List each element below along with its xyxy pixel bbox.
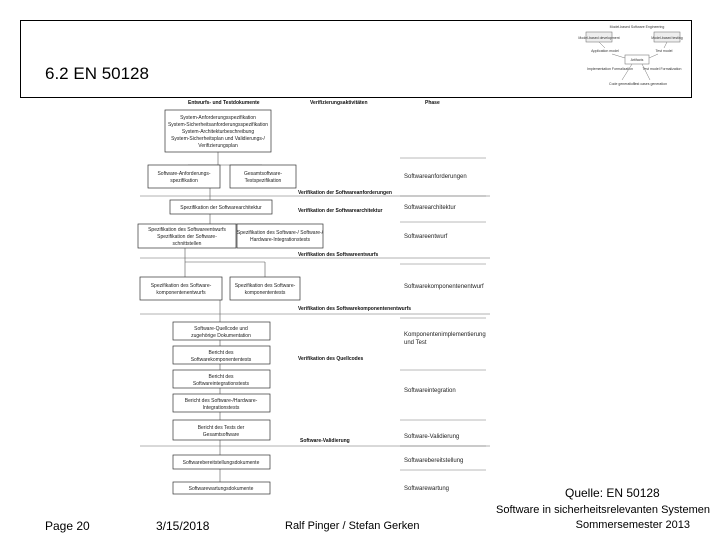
phase-5b: und Test	[404, 340, 427, 346]
footer-course-line1: Software in sicherheitsrelevanten Systemen	[496, 504, 710, 516]
page-number: Page 20	[45, 519, 90, 533]
header-docs: Entwurfs- und Testdokumente	[188, 100, 260, 106]
header-activities: Verifizierungsaktivitäten	[310, 100, 368, 106]
mini-right-mid: Test model	[655, 49, 673, 53]
mini-center: Artifacts	[630, 58, 644, 62]
activity-6: Software-Validierung	[300, 438, 350, 444]
activity-4: Verifikation des Softwarekomponentenentwurfs	[298, 306, 412, 312]
b3-l2: Testspezifikation	[244, 178, 282, 184]
activity-3: Verifikation des Softwareentwurfs	[298, 252, 379, 258]
mini-left-low: Implementation Formalization	[587, 67, 633, 71]
source-caption: Quelle: EN 50128	[565, 486, 660, 500]
b5-l3: schnittstellen	[172, 241, 202, 247]
mini-right-top: Model-based testing	[651, 36, 683, 40]
b7-l1: Spezifikation des Software-	[150, 283, 212, 289]
mini-left-mid: Application model	[591, 49, 619, 53]
b9-l2: zugehörige Dokumentation	[191, 333, 251, 339]
phase-7: Software-Validierung	[404, 434, 460, 440]
phase-4: Softwarekomponentenentwurf	[404, 284, 484, 290]
b1-l4: System-Sicherheitsplan und Validierungs-/	[171, 136, 265, 142]
b10-l2: Softwarekomponententests	[190, 357, 252, 363]
b5-l2: Spezifikation der Software-	[157, 234, 217, 240]
b1-l2: System-Sicherheitsanforderungsspezifikation	[167, 122, 269, 128]
b1-l5: Verifizierungsplan	[198, 143, 238, 149]
phase-8: Softwarebereitstellung	[404, 458, 464, 464]
b14-l1: Softwarebereitstellungsdokumente	[182, 460, 260, 466]
b9-l1: Software-Quellcode und	[194, 326, 248, 332]
b13-l1: Bericht des Tests der	[197, 425, 245, 431]
footer-date: 3/15/2018	[156, 519, 210, 533]
b15-l1: Softwarewartungsdokumente	[188, 486, 254, 492]
phase-2: Softwarearchitektur	[404, 205, 456, 211]
phase-1: Softwareanforderungen	[404, 174, 467, 180]
b1-l1: System-Anforderungsspezifikation	[180, 115, 256, 121]
b13-l2: Gesamtsoftware	[202, 432, 240, 438]
b8-l2: komponententests	[244, 290, 286, 296]
mini-mbse-diagram	[578, 25, 682, 86]
b11-l1: Bericht des	[208, 374, 234, 380]
b10-l1: Bericht des	[208, 350, 234, 356]
footer-authors: Ralf Pinger / Stefan Gerken	[285, 520, 420, 532]
b12-l2: Integrationstests	[202, 405, 240, 411]
mini-top: Model-based Software Engineering	[609, 25, 665, 29]
b11-l2: Softwareintegrationstests	[192, 381, 250, 387]
header-phase: Phase	[425, 100, 440, 106]
phase-3: Softwareentwurf	[404, 234, 448, 240]
b3-l1: Gesamtsoftware-	[243, 171, 283, 177]
b8-l1: Spezifikation des Software-	[234, 283, 296, 289]
b2-l2: spezifikation	[170, 178, 198, 184]
b6-l1: Spezifikation des Software-/ Software-/	[236, 230, 324, 236]
activity-1: Verifikation der Softwareanforderungen	[298, 190, 392, 196]
phase-6: Softwareintegration	[404, 388, 456, 394]
b4-l1: Spezifikation der Softwarearchitektur	[180, 205, 262, 211]
mini-bottom-left: Code generation	[609, 82, 635, 86]
mini-bottom-right: Test cases generation	[632, 82, 668, 86]
mini-left-top: Model-based development	[578, 36, 620, 40]
b5-l1: Spezifikation des Softwareentwurfs	[148, 227, 226, 233]
slide-title: 6.2 EN 50128	[45, 64, 149, 83]
footer-course-line2: Sommersemester 2013	[575, 519, 690, 531]
phase-labels	[404, 174, 486, 492]
b7-l2: komponentenentwurfs	[156, 290, 206, 296]
activity-5: Verifikation des Quellcodes	[298, 356, 364, 362]
b2-l1: Software-Anforderungs-	[157, 171, 211, 177]
mini-right-low: Test model Formalization	[642, 67, 682, 71]
phase-5a: Komponentenimplementierung	[404, 332, 486, 338]
b6-l2: Hardware-Integrationstests	[249, 237, 311, 243]
doc-box-integration-spec	[237, 224, 323, 248]
b1-l3: System-Architekturbeschreibung	[181, 129, 255, 135]
phase-9: Softwarewartung	[404, 486, 450, 492]
activity-2: Verifikation der Softwarearchitektur	[298, 208, 383, 214]
b12-l1: Bericht des Software-/Hardware-	[184, 398, 258, 404]
